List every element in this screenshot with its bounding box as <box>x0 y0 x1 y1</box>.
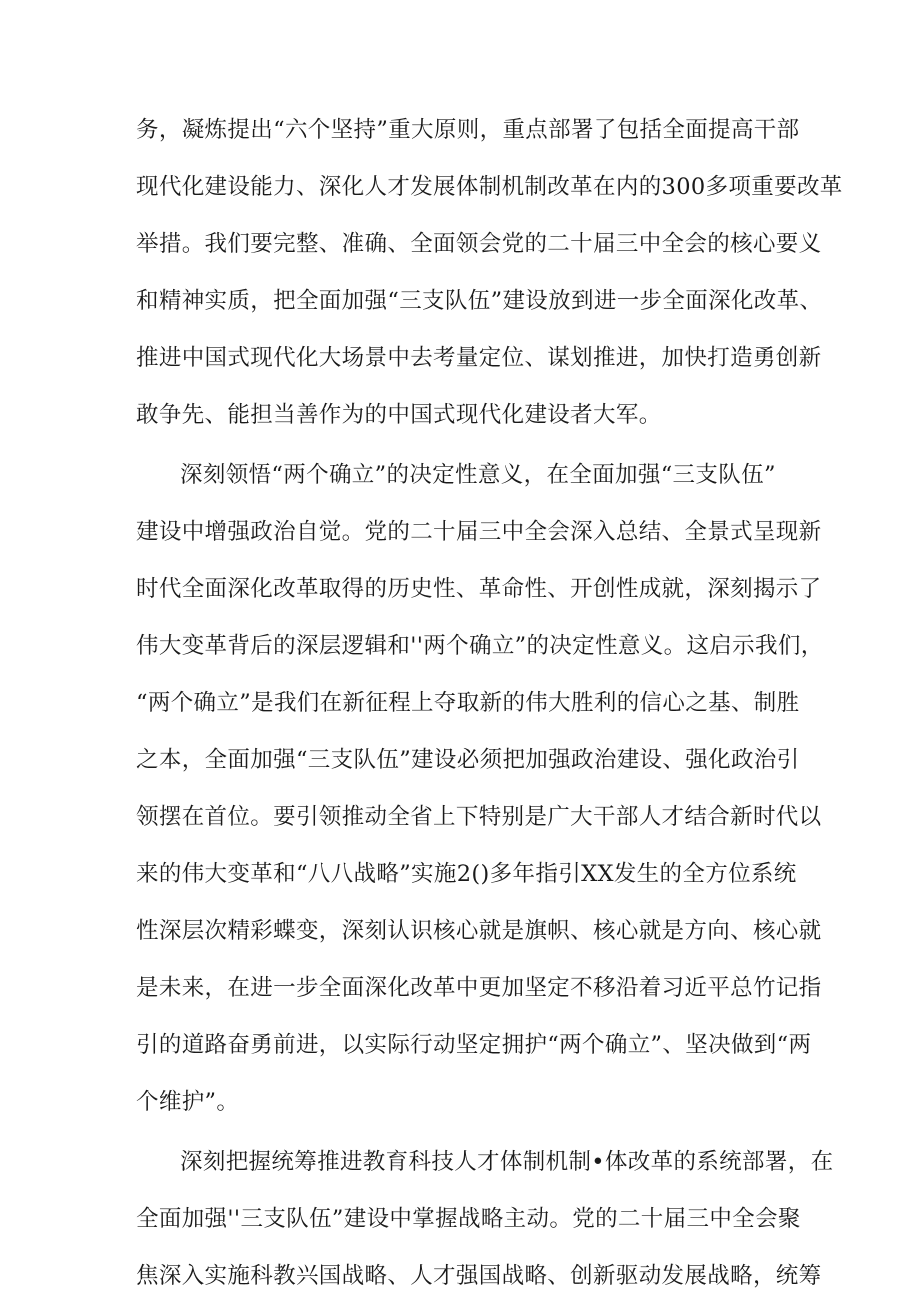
text-line: 全面加强''三支队伍”建设中掌握战略主动。党的二十届三中全会聚 <box>136 1206 801 1232</box>
text-line: “两个确立”是我们在新征程上夺取新的伟大胜利的信心之基、制胜 <box>136 690 800 716</box>
text-line: 伟大变革背后的深层逻辑和''两个确立”的决定性意义。这启示我们， <box>136 633 824 659</box>
text-line: 焦深入实施科教兴国战略、人才强国战略、创新驱动发展战略，统筹 <box>136 1263 822 1289</box>
text-line: 之本，全面加强“三支队伍”建设必须把加强政治建设、强化政治引 <box>136 747 800 773</box>
text-line: 务，凝炼提出“六个坚持”重大原则，重点部署了包括全面提高干部 <box>136 117 800 143</box>
paragraph-first-line: 深刻领悟“两个确立”的决定性意义，在全面加强“三支队伍” <box>180 462 776 488</box>
text-line: 举措。我们要完整、准确、全面领会党的二十届三中全会的核心要义 <box>136 231 822 257</box>
text-line: 领摆在首位。要引领推动全省上下特别是广大干部人才结合新时代以 <box>136 804 822 830</box>
text-line: 来的伟大变革和“八八战略”实施2()多年指引XX发生的全方位系统 <box>136 861 797 887</box>
text-line: 建设中增强政治自觉。党的二十届三中全会深入总结、全景式呈现新 <box>136 519 822 545</box>
text-line: 推进中国式现代化大场景中去考量定位、谋划推进，加快打造勇创新 <box>136 345 822 371</box>
text-line: 时代全面深化改革取得的历史性、革命性、开创性成就，深刻揭示了 <box>136 576 822 602</box>
text-line: 现代化建设能力、深化人才发展体制机制改革在内的300多项重要改革 <box>136 174 843 200</box>
text-line: 敢争先、能担当善作为的中国式现代化建设者大军。 <box>136 402 662 428</box>
text-line: 和精神实质，把全面加强“三支队伍”建设放到进一步全面深化改革、 <box>136 288 823 314</box>
paragraph-first-line: 深刻把握统筹推进教育科技人才体制机制•体改革的系统部署，在 <box>180 1149 834 1175</box>
text-line: 个维护”。 <box>136 1089 240 1115</box>
text-line: 引的道路奋勇前进，以实际行动坚定拥护“两个确立”、坚决做到“两 <box>136 1032 812 1058</box>
text-line: 性深层次精彩蝶变，深刻认识核心就是旗帜、核心就是方向、核心就 <box>136 918 822 944</box>
text-line: 是未来，在进一步全面深化改革中更加坚定不移沿着习近平总竹记指 <box>136 975 822 1001</box>
